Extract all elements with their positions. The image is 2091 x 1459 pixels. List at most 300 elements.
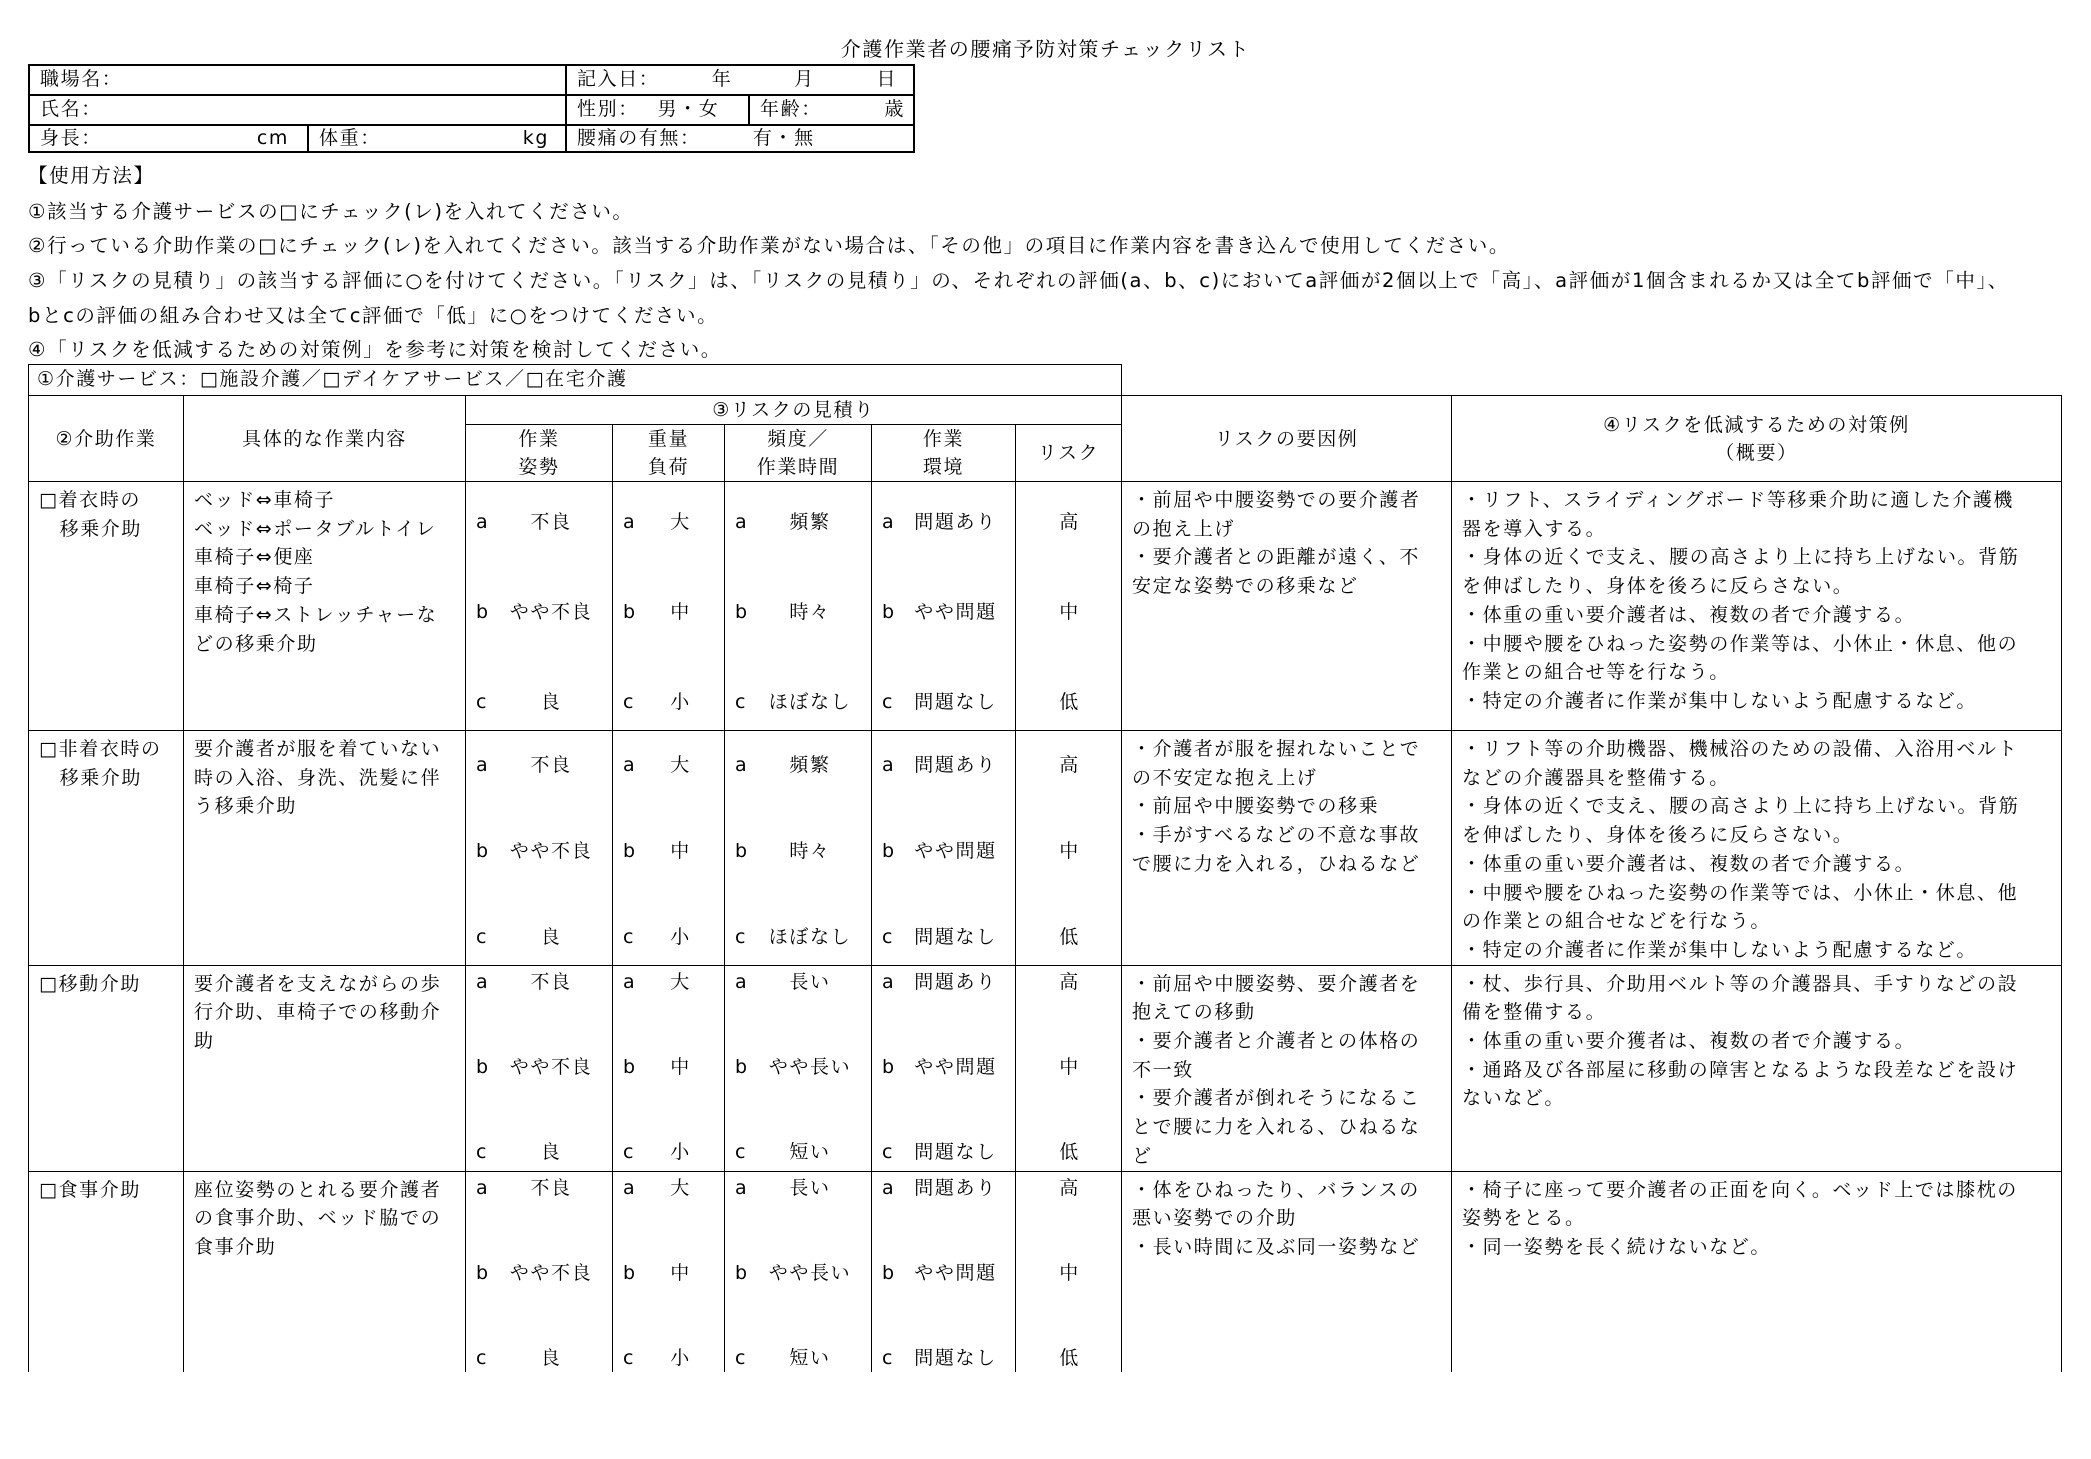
- text-line: 移乗介助: [39, 766, 143, 789]
- environment-eval[interactable]: [872, 965, 1016, 1171]
- eval-grade-label: b: [476, 1261, 490, 1284]
- header-frequency: 頻度／ 作業時間: [725, 425, 872, 482]
- eval-value: 中: [670, 1055, 691, 1078]
- eval-value: 良: [540, 1140, 562, 1163]
- text-line: どの移乗介助: [194, 632, 318, 655]
- eval-grade-label: b: [623, 840, 637, 862]
- instructions-heading: 【使用方法】: [28, 164, 155, 187]
- eval-grade-label: c: [623, 1346, 636, 1369]
- frequency-eval-options: [725, 1172, 871, 1372]
- eval-value: 問題なし: [914, 1140, 997, 1163]
- eval-option[interactable]: [466, 598, 612, 626]
- risk-factors-text: [1122, 966, 1451, 1171]
- eval-grade-label: a: [623, 970, 637, 993]
- posture-eval[interactable]: [466, 1171, 613, 1372]
- weight-label: 体重：: [319, 127, 381, 149]
- task-checkbox-item-text: [29, 731, 183, 792]
- weight-field[interactable]: [309, 124, 565, 153]
- eval-grade-label: a: [623, 754, 637, 776]
- eval-option[interactable]: [872, 1138, 1015, 1166]
- countermeasures: [1452, 731, 2062, 966]
- text-line: 要介護者を支えながらの歩: [194, 972, 442, 995]
- eval-option[interactable]: [872, 508, 1015, 536]
- eval-option[interactable]: [613, 1053, 724, 1081]
- posture-eval-options: [466, 1172, 612, 1372]
- eval-grade-label: c: [476, 691, 489, 713]
- date-field[interactable]: 記入日： 年 月 日: [577, 68, 898, 90]
- countermeasures: [1452, 482, 2062, 731]
- eval-option[interactable]: [613, 837, 724, 865]
- instruction-line: ③「リスクの見積り」の該当する評価に○を付けてください。「リスク」は、「リスクの見積り」の、それぞれの評価(a、b、c)においてa評価が2個以上で「高」、a評価が1個含まれるか又は全てb評価で「中」、: [28, 269, 2009, 292]
- text-line: ・杖、歩行具、介助用ベルト等の介護器具、手すりなどの設: [1462, 972, 2019, 995]
- task-checkbox-item-text: [29, 966, 183, 999]
- risk-option[interactable]: [1016, 968, 1121, 996]
- eval-option[interactable]: [466, 923, 612, 951]
- text-line: 助: [194, 1030, 215, 1053]
- eval-value: やや長い: [768, 1261, 852, 1284]
- eval-value: 短い: [789, 1140, 831, 1163]
- eval-option[interactable]: [613, 508, 724, 536]
- eval-value: 不良: [530, 1176, 572, 1199]
- posture-eval[interactable]: [466, 482, 613, 731]
- posture-eval[interactable]: [466, 965, 613, 1171]
- risk-option[interactable]: [1016, 1259, 1121, 1287]
- eval-option[interactable]: [613, 1138, 724, 1166]
- risk-level[interactable]: [1016, 1171, 1122, 1372]
- workplace-field[interactable]: 職場名：: [40, 68, 123, 90]
- risk-factors-text: [1122, 731, 1451, 879]
- text-line: などの介護器具を整備する。: [1462, 766, 1730, 789]
- text-line: 安定な姿勢での移乗など: [1132, 575, 1359, 598]
- eval-value: 長い: [789, 970, 831, 993]
- eval-grade-label: b: [476, 1055, 490, 1078]
- eval-option[interactable]: [872, 598, 1015, 626]
- eval-grade-label: c: [882, 1346, 895, 1369]
- frequency-eval[interactable]: [725, 731, 872, 966]
- load-eval[interactable]: [613, 965, 725, 1171]
- risk-option[interactable]: [1016, 688, 1121, 716]
- risk-option[interactable]: [1016, 923, 1121, 951]
- eval-grade-label: c: [623, 926, 636, 948]
- eval-option[interactable]: [466, 751, 612, 779]
- text-line: を伸ばしたり、身体を後ろに反らさない。: [1462, 575, 1854, 598]
- name-field[interactable]: 氏名：: [40, 98, 102, 120]
- frequency-eval[interactable]: [725, 482, 872, 731]
- eval-option[interactable]: [725, 1138, 871, 1166]
- environment-eval[interactable]: [872, 482, 1016, 731]
- eval-option[interactable]: [613, 1259, 724, 1287]
- work-detail: [184, 731, 466, 966]
- eval-value: 低: [1059, 926, 1080, 948]
- eval-value: 問題なし: [914, 926, 997, 948]
- eval-option[interactable]: [872, 688, 1015, 716]
- eval-value: 低: [1059, 1140, 1080, 1163]
- eval-value: 高: [1059, 1176, 1080, 1199]
- header-factors: リスクの要因例: [1122, 396, 1452, 482]
- eval-option[interactable]: [613, 598, 724, 626]
- text-line: 行介助、車椅子での移動介: [194, 1001, 442, 1024]
- load-eval[interactable]: [613, 1171, 725, 1372]
- text-line: 不一致: [1132, 1058, 1194, 1081]
- risk-factors-text: [1122, 482, 1451, 601]
- eval-value: 頻繁: [789, 754, 831, 776]
- text-line: 備を整備する。: [1462, 1001, 1607, 1024]
- eval-option[interactable]: [725, 1053, 871, 1081]
- eval-grade-label: a: [476, 970, 490, 993]
- text-line: を伸ばしたり、身体を後ろに反らさない。: [1462, 824, 1854, 847]
- text-line: ・リフト、スライディングボード等移乗介助に適した介護機: [1462, 489, 2015, 511]
- text-line: で腰に力を入れる，ひねるなど: [1132, 852, 1421, 875]
- eval-value: 大: [670, 1176, 691, 1199]
- age-field[interactable]: [750, 95, 913, 124]
- eval-value: 良: [540, 1346, 562, 1369]
- task-checkbox-item[interactable]: [29, 1171, 184, 1372]
- environment-eval[interactable]: [872, 731, 1016, 966]
- countermeasures: [1452, 965, 2062, 1171]
- eval-value: 時々: [789, 601, 831, 623]
- text-line: □着衣時の: [39, 489, 141, 511]
- text-line: □非着衣時の: [39, 738, 162, 760]
- eval-grade-label: b: [882, 601, 896, 623]
- eval-grade-label: b: [735, 601, 749, 623]
- eval-value: 問題あり: [914, 754, 997, 776]
- eval-grade-label: b: [882, 1261, 896, 1284]
- eval-option[interactable]: [872, 923, 1015, 951]
- eval-value: 高: [1059, 754, 1080, 776]
- eval-grade-label: b: [882, 1055, 896, 1078]
- eval-grade-label: a: [882, 970, 896, 993]
- service-selection[interactable]: ①介護サービス：□施設介護／□デイケアサービス／□在宅介護: [29, 365, 1122, 396]
- countermeasures-text: [1452, 482, 2061, 716]
- task-checkbox-item-text: [29, 482, 183, 543]
- eval-value: やや不良: [509, 840, 593, 862]
- text-line: ・リフト等の介助機器、機械浴のための設備、入浴用ベルト: [1462, 738, 2019, 760]
- eval-grade-label: b: [735, 1055, 749, 1078]
- load-eval-options: [613, 731, 724, 959]
- checklist-table: [28, 364, 2062, 1372]
- eval-grade-label: c: [476, 1140, 489, 1163]
- eval-value: 小: [670, 1140, 691, 1163]
- risk-level[interactable]: [1016, 482, 1122, 731]
- eval-option[interactable]: [872, 1259, 1015, 1287]
- eval-value: 小: [670, 926, 691, 948]
- eval-value: やや問題: [914, 1055, 997, 1078]
- eval-value: 時々: [789, 840, 831, 862]
- eval-value: 問題あり: [914, 970, 997, 993]
- eval-value: 中: [1059, 601, 1080, 623]
- eval-grade-label: c: [735, 1140, 748, 1163]
- height-unit: cm: [256, 127, 289, 149]
- text-line: とで腰に力を入れる、ひねるな: [1132, 1116, 1421, 1139]
- eval-grade-label: c: [882, 691, 895, 713]
- eval-grade-label: c: [623, 1140, 636, 1163]
- weight-unit: kg: [522, 127, 549, 149]
- text-line: ・体重の重い要介護者は、複数の者で介護する。: [1462, 603, 1916, 626]
- load-eval-options: [613, 1172, 724, 1372]
- eval-value: 中: [670, 840, 691, 862]
- text-line: ・身体の近くで支え、腰の高さより上に持ち上げない。背筋: [1462, 546, 2020, 569]
- risk-option[interactable]: [1016, 1344, 1121, 1372]
- task-checkbox-item[interactable]: [29, 731, 184, 966]
- eval-grade-label: c: [623, 691, 636, 713]
- eval-grade-label: a: [735, 511, 749, 533]
- risk-factors: [1122, 482, 1452, 731]
- height-field[interactable]: [30, 124, 307, 153]
- text-line: ベッド⇔ポータブルトイレ: [194, 517, 437, 540]
- text-line: ・要介護者が倒れそうになるこ: [1132, 1087, 1421, 1110]
- eval-value: 頻繁: [789, 511, 831, 533]
- eval-option[interactable]: [725, 751, 871, 779]
- countermeasures: [1452, 1171, 2062, 1372]
- environment-eval-options: [872, 482, 1015, 730]
- eval-value: 不良: [530, 511, 572, 533]
- eval-value: 中: [1059, 1055, 1080, 1078]
- eval-grade-label: c: [476, 1346, 489, 1369]
- load-eval-options: [613, 482, 724, 730]
- text-line: ・前屈や中腰姿勢での要介護者: [1132, 489, 1421, 511]
- eval-grade-label: a: [882, 754, 896, 776]
- frequency-eval[interactable]: [725, 965, 872, 1171]
- text-line: 抱えての移動: [1132, 1001, 1256, 1024]
- eval-option[interactable]: [872, 1344, 1015, 1372]
- eval-value: 高: [1059, 970, 1080, 993]
- frequency-eval[interactable]: [725, 1171, 872, 1372]
- environment-eval[interactable]: [872, 1171, 1016, 1372]
- eval-grade-label: a: [476, 511, 490, 533]
- eval-grade-label: a: [735, 1176, 749, 1199]
- posture-eval-options: [466, 966, 612, 1166]
- risk-level-options: [1016, 731, 1121, 959]
- instruction-line: bとcの評価の組み合わせ又は全てc評価で「低」に○をつけてください。: [28, 304, 719, 327]
- text-line: 悪い姿勢での介助: [1132, 1207, 1297, 1230]
- risk-factors: [1122, 1171, 1452, 1372]
- eval-value: 不良: [530, 754, 572, 776]
- page-title: 介護作業者の腰痛予防対策チェックリスト: [840, 37, 1251, 61]
- risk-level-options: [1016, 482, 1121, 730]
- eval-grade-label: a: [735, 754, 749, 776]
- work-detail: [184, 1171, 466, 1372]
- risk-level[interactable]: [1016, 965, 1122, 1171]
- text-line: 時の入浴、身洗、洗髪に伴: [194, 766, 442, 789]
- text-line: □食事介助: [39, 1178, 141, 1201]
- eval-value: 低: [1059, 691, 1080, 713]
- countermeasures-text: [1452, 731, 2061, 965]
- text-line: ないなど。: [1462, 1087, 1566, 1110]
- eval-option[interactable]: [872, 1053, 1015, 1081]
- eval-option[interactable]: [613, 1344, 724, 1372]
- text-line: ・前屈や中腰姿勢、要介護者を: [1132, 972, 1421, 995]
- load-eval-options: [613, 966, 724, 1166]
- eval-value: 低: [1059, 1346, 1080, 1369]
- eval-value: 小: [670, 1346, 691, 1369]
- header-task: ②介助作業: [29, 396, 184, 482]
- posture-eval[interactable]: [466, 731, 613, 966]
- header-environment: 作業 環境: [872, 425, 1016, 482]
- text-line: ベッド⇔車椅子: [194, 489, 336, 511]
- risk-option[interactable]: [1016, 837, 1121, 865]
- table-row: [29, 482, 2062, 731]
- eval-value: ほぼなし: [768, 691, 852, 713]
- posture-eval-options: [466, 482, 612, 730]
- text-line: 座位姿勢のとれる要介護者: [194, 1178, 442, 1201]
- text-line: ・長い時間に及ぶ同一姿勢など: [1132, 1235, 1421, 1258]
- eval-value: 良: [540, 926, 562, 948]
- text-line: 車椅子⇔ストレッチャーな: [194, 603, 438, 626]
- header-load: 重量 負荷: [613, 425, 725, 482]
- eval-value: 長い: [789, 1176, 831, 1199]
- eval-option[interactable]: [466, 688, 612, 716]
- environment-eval-options: [872, 1172, 1015, 1372]
- frequency-eval-options: [725, 482, 871, 730]
- eval-value: やや不良: [509, 1261, 593, 1284]
- height-label: 身長：: [40, 127, 102, 149]
- risk-factors: [1122, 965, 1452, 1171]
- eval-value: 中: [670, 1261, 691, 1284]
- header-estimate: ③リスクの見積り: [466, 396, 1122, 425]
- eval-option[interactable]: [466, 1344, 612, 1372]
- eval-option[interactable]: [725, 598, 871, 626]
- eval-value: やや問題: [914, 840, 997, 862]
- text-line: ・椅子に座って要介護者の正面を向く。ベッド上では膝枕の: [1462, 1178, 2018, 1201]
- eval-option[interactable]: [872, 968, 1015, 996]
- risk-factors-text: [1122, 1172, 1451, 1262]
- eval-grade-label: b: [623, 1261, 637, 1284]
- risk-option[interactable]: [1016, 598, 1121, 626]
- risk-option[interactable]: [1016, 508, 1121, 536]
- eval-option[interactable]: [725, 837, 871, 865]
- risk-option[interactable]: [1016, 751, 1121, 779]
- eval-option[interactable]: [725, 688, 871, 716]
- age-label: 年齢：: [760, 98, 822, 120]
- text-line: ・特定の介護者に作業が集中しないよう配慮するなど。: [1462, 938, 1978, 961]
- text-line: ・通路及び各部屋に移動の障害となるような段差などを設け: [1462, 1058, 2019, 1081]
- eval-option[interactable]: [613, 688, 724, 716]
- eval-option[interactable]: [613, 1174, 724, 1202]
- eval-option[interactable]: [466, 837, 612, 865]
- eval-grade-label: a: [476, 1176, 490, 1199]
- risk-level[interactable]: [1016, 731, 1122, 966]
- load-eval[interactable]: [613, 731, 725, 966]
- eval-option[interactable]: [725, 1344, 871, 1372]
- text-line: □移動介助: [39, 972, 141, 995]
- eval-option[interactable]: [725, 508, 871, 536]
- eval-value: やや不良: [509, 601, 593, 623]
- work-detail-text: [184, 1172, 465, 1262]
- risk-option[interactable]: [1016, 1174, 1121, 1202]
- text-line: う移乗介助: [194, 795, 298, 818]
- eval-value: 良: [540, 691, 562, 713]
- eval-grade-label: b: [882, 840, 896, 862]
- eval-value: 大: [670, 754, 691, 776]
- eval-option[interactable]: [872, 1174, 1015, 1202]
- text-line: ・体重の重い要介護者は、複数の者で介護する。: [1462, 852, 1916, 875]
- posture-eval-options: [466, 731, 612, 959]
- eval-value: やや問題: [914, 1261, 997, 1284]
- eval-grade-label: a: [623, 511, 637, 533]
- eval-option[interactable]: [725, 923, 871, 951]
- text-line: 姿勢をとる。: [1462, 1207, 1586, 1230]
- eval-value: 問題なし: [914, 691, 997, 713]
- info-form: [28, 64, 915, 153]
- eval-value: やや問題: [914, 601, 997, 623]
- text-line: ・要介護者との距離が遠く、不: [1132, 546, 1421, 569]
- risk-factors: [1122, 731, 1452, 966]
- text-line: ・中腰や腰をひねった姿勢の作業等では、小休止・休息、他: [1462, 881, 2019, 904]
- risk-option[interactable]: [1016, 1053, 1121, 1081]
- table-row: [29, 731, 2062, 966]
- eval-option[interactable]: [466, 1053, 612, 1081]
- eval-grade-label: c: [476, 926, 489, 948]
- eval-grade-label: b: [735, 1261, 749, 1284]
- risk-option[interactable]: [1016, 1138, 1121, 1166]
- text-line: 器を導入する。: [1462, 517, 1607, 540]
- backpain-field[interactable]: 腰痛の有無： 有・無: [577, 127, 815, 149]
- task-checkbox-item[interactable]: [29, 965, 184, 1171]
- eval-option[interactable]: [466, 1174, 612, 1202]
- text-line: ・前屈や中腰姿勢での移乗: [1132, 795, 1380, 818]
- eval-value: 短い: [789, 1346, 831, 1369]
- text-line: ・特定の介護者に作業が集中しないよう配慮するなど。: [1462, 689, 1978, 712]
- frequency-eval-options: [725, 966, 871, 1166]
- load-eval[interactable]: [613, 482, 725, 731]
- environment-eval-options: [872, 966, 1015, 1166]
- eval-option[interactable]: [872, 837, 1015, 865]
- eval-option[interactable]: [725, 1174, 871, 1202]
- eval-grade-label: a: [623, 1176, 637, 1199]
- table-row: [29, 1171, 2062, 1372]
- work-detail-text: [184, 731, 465, 821]
- text-line: 移乗介助: [39, 517, 143, 540]
- eval-value: 問題なし: [914, 1346, 997, 1369]
- eval-option[interactable]: [466, 968, 612, 996]
- task-checkbox-item[interactable]: [29, 482, 184, 731]
- eval-option[interactable]: [613, 923, 724, 951]
- eval-option[interactable]: [725, 968, 871, 996]
- eval-value: 中: [670, 601, 691, 623]
- task-checkbox-item-text: [29, 1172, 183, 1205]
- eval-option[interactable]: [872, 751, 1015, 779]
- risk-level-options: [1016, 1172, 1121, 1372]
- eval-option[interactable]: [613, 751, 724, 779]
- countermeasures-text: [1452, 1172, 2061, 1262]
- header-measures: ④リスクを低減するための対策例 （概要）: [1452, 396, 2062, 482]
- eval-grade-label: b: [476, 601, 490, 623]
- text-line: ・身体の近くで支え、腰の高さより上に持ち上げない。背筋: [1462, 795, 2020, 818]
- eval-option[interactable]: [466, 1259, 612, 1287]
- eval-option[interactable]: [466, 508, 612, 536]
- eval-option[interactable]: [725, 1259, 871, 1287]
- eval-grade-label: a: [735, 970, 749, 993]
- table-row: [29, 965, 2062, 1171]
- eval-option[interactable]: [466, 1138, 612, 1166]
- text-line: 作業との組合せ等を行なう。: [1462, 661, 1730, 684]
- sex-field[interactable]: 性別： 男・女: [577, 98, 720, 120]
- text-line: ・手がすべるなどの不意な事故: [1132, 824, 1421, 847]
- eval-value: 大: [670, 970, 691, 993]
- eval-value: 大: [670, 511, 691, 533]
- header-detail: 具体的な作業内容: [184, 396, 466, 482]
- instruction-line: ④「リスクを低減するための対策例」を参考に対策を検討してください。: [28, 338, 722, 361]
- eval-value: 高: [1059, 511, 1080, 533]
- eval-grade-label: c: [735, 926, 748, 948]
- eval-grade-label: c: [882, 1140, 895, 1163]
- text-line: ・中腰や腰をひねった姿勢の作業等は、小休止・休息、他の: [1462, 632, 2019, 655]
- frequency-eval-options: [725, 731, 871, 959]
- text-line: ・体重の重い要介獲者は、複数の者で介護する。: [1462, 1030, 1916, 1053]
- eval-grade-label: a: [882, 1176, 896, 1199]
- eval-option[interactable]: [613, 968, 724, 996]
- eval-grade-label: c: [735, 1346, 748, 1369]
